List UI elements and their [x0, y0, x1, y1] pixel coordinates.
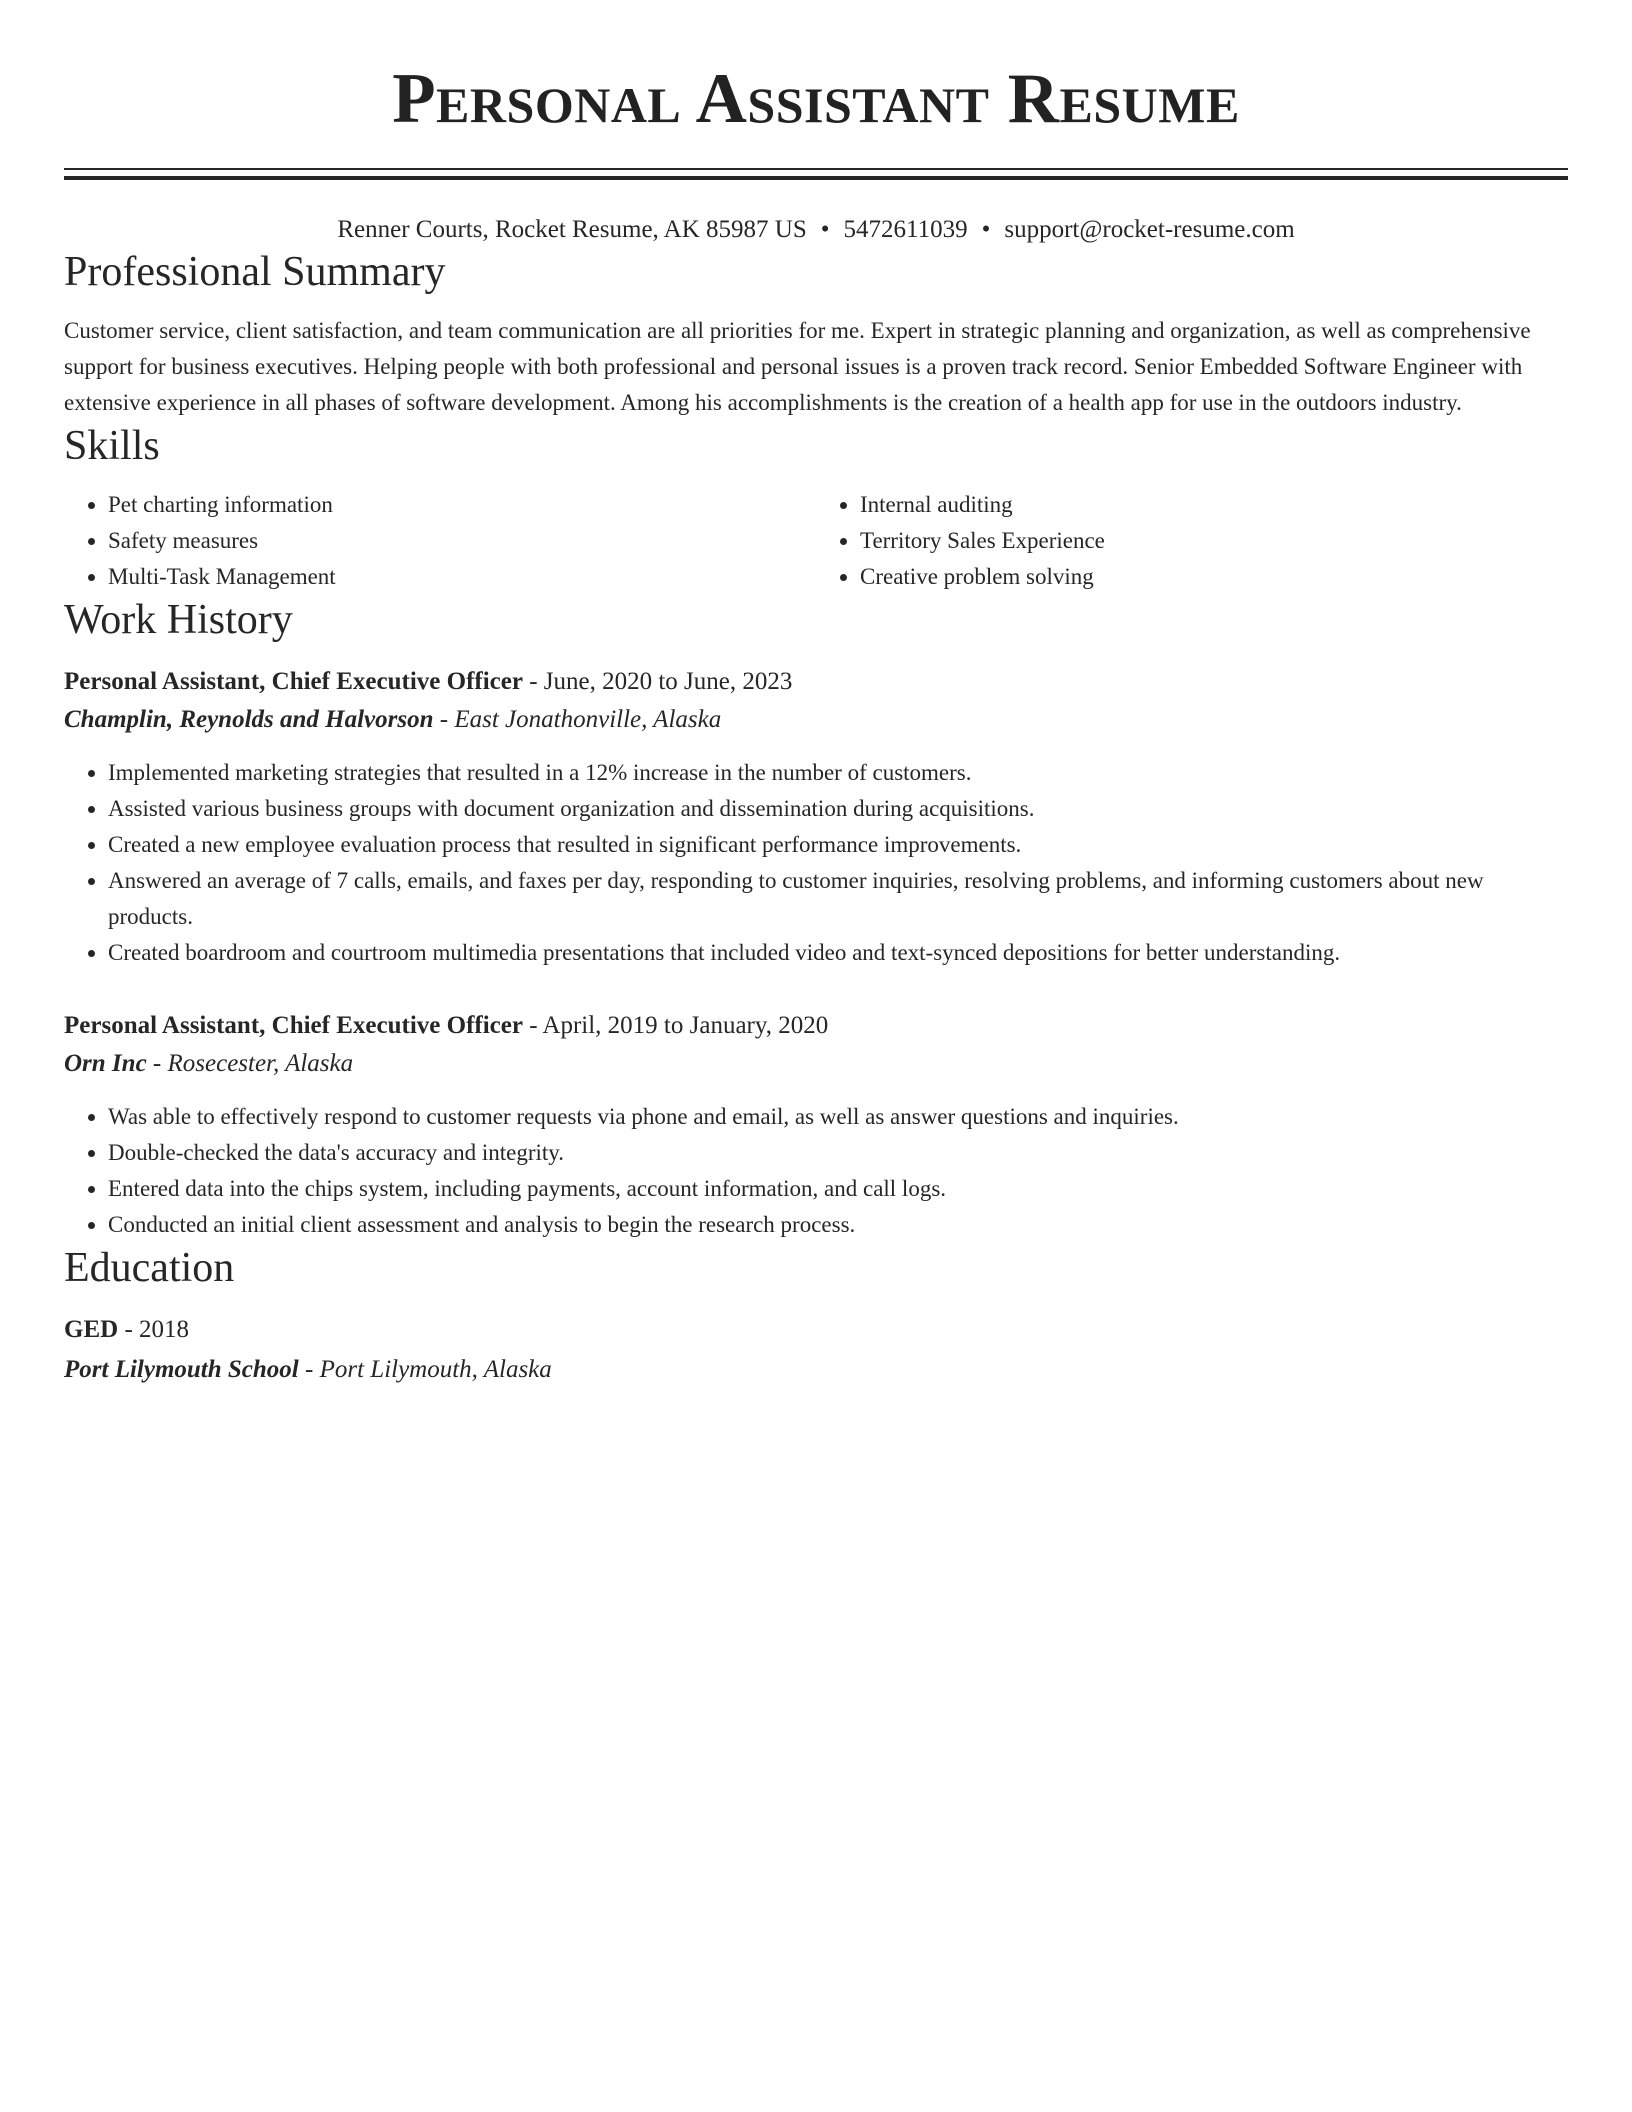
job-bullet: • Was able to effectively respond to customer requests via phone and email, as well as answer questions and inquiries. — [108, 1099, 1568, 1135]
job-location: - East Jonathonville, Alaska — [433, 705, 722, 733]
job-employer — [64, 701, 1568, 739]
job-employer — [64, 1045, 1568, 1083]
education-year: - 2018 — [118, 1316, 190, 1344]
skills-list — [64, 487, 1568, 595]
job-bullet: • Created a new employee evaluation process that resulted in significant performance improvements. — [108, 827, 1568, 863]
education-institution — [64, 1350, 1568, 1390]
skills-column-left — [64, 487, 816, 595]
skill-item: • Pet charting information — [108, 487, 816, 523]
education-heading: Education — [64, 1244, 235, 1291]
job-company: Champlin, Reynolds and Halvorson — [64, 705, 434, 733]
skills-heading: Skills — [64, 422, 160, 469]
summary-text: Customer service, client satisfaction, and team communication are all priorities for me. Expert in strategic planning and organization, as well as comprehensive support for business executives. Helping people with both professional and personal issues is a proven track record. Senior Embedded Software Engineer with extensive experience in all phases of software development. Among his accomplishments is the creation of a health app for use in the outdoors industry. — [64, 317, 1531, 415]
job-bullet: • Conducted an initial client assessment and analysis to begin the research process. — [108, 1207, 1568, 1243]
job-header — [64, 1007, 1568, 1045]
job-bullet: • Double-checked the data's accuracy and integrity. — [108, 1135, 1568, 1171]
title-divider — [64, 168, 1568, 180]
job-bullet: • Answered an average of 7 calls, emails, and faxes per day, responding to customer inquiries, resolving problems, and informing customers about new products. — [108, 863, 1568, 935]
job-role: Personal Assistant, Chief Executive Officer — [64, 667, 523, 695]
job-dates: - April, 2019 to January, 2020 — [522, 1011, 829, 1039]
job-responsibilities — [64, 755, 1568, 971]
job-entry — [64, 1007, 1568, 1243]
job-dates: - June, 2020 to June, 2023 — [522, 667, 793, 695]
contact-separator: • — [981, 216, 991, 243]
resume-title: Personal Assistant Resume — [392, 60, 1240, 138]
education-location: - Port Lilymouth, Alaska — [298, 1356, 552, 1384]
skill-item: • Territory Sales Experience — [860, 523, 1568, 559]
skill-item: • Multi-Task Management — [108, 559, 816, 595]
skill-item: • Creative problem solving — [860, 559, 1568, 595]
skill-item: • Internal auditing — [860, 487, 1568, 523]
job-header — [64, 663, 1568, 701]
contact-address: Renner Courts, Rocket Resume, AK 85987 US — [337, 216, 807, 243]
work-history-heading: Work History — [64, 597, 293, 644]
contact-email: support@rocket-resume.com — [1004, 216, 1295, 243]
contact-line — [64, 214, 1568, 247]
contact-phone: 5472611039 — [843, 216, 968, 243]
education-degree: GED — [64, 1316, 119, 1344]
skill-item: • Safety measures — [108, 523, 816, 559]
job-bullet: • Assisted various business groups with document organization and dissemination during acquisitions. — [108, 791, 1568, 827]
job-responsibilities — [64, 1099, 1568, 1243]
summary-heading: Professional Summary — [64, 248, 446, 295]
skills-column-right — [816, 487, 1568, 595]
job-bullet: • Implemented marketing strategies that resulted in a 12% increase in the number of customers. — [108, 755, 1568, 791]
job-company: Orn Inc — [64, 1049, 147, 1077]
job-entry — [64, 663, 1568, 971]
education-school: Port Lilymouth School — [64, 1356, 299, 1384]
job-bullet: • Created boardroom and courtroom multimedia presentations that included video and text-synced depositions for better understanding. — [108, 935, 1568, 971]
education-header — [64, 1310, 1568, 1350]
contact-separator: • — [820, 216, 830, 243]
job-role: Personal Assistant, Chief Executive Officer — [64, 1011, 523, 1039]
job-bullet: • Entered data into the chips system, including payments, account information, and call logs. — [108, 1171, 1568, 1207]
job-location: - Rosecester, Alaska — [146, 1049, 354, 1077]
